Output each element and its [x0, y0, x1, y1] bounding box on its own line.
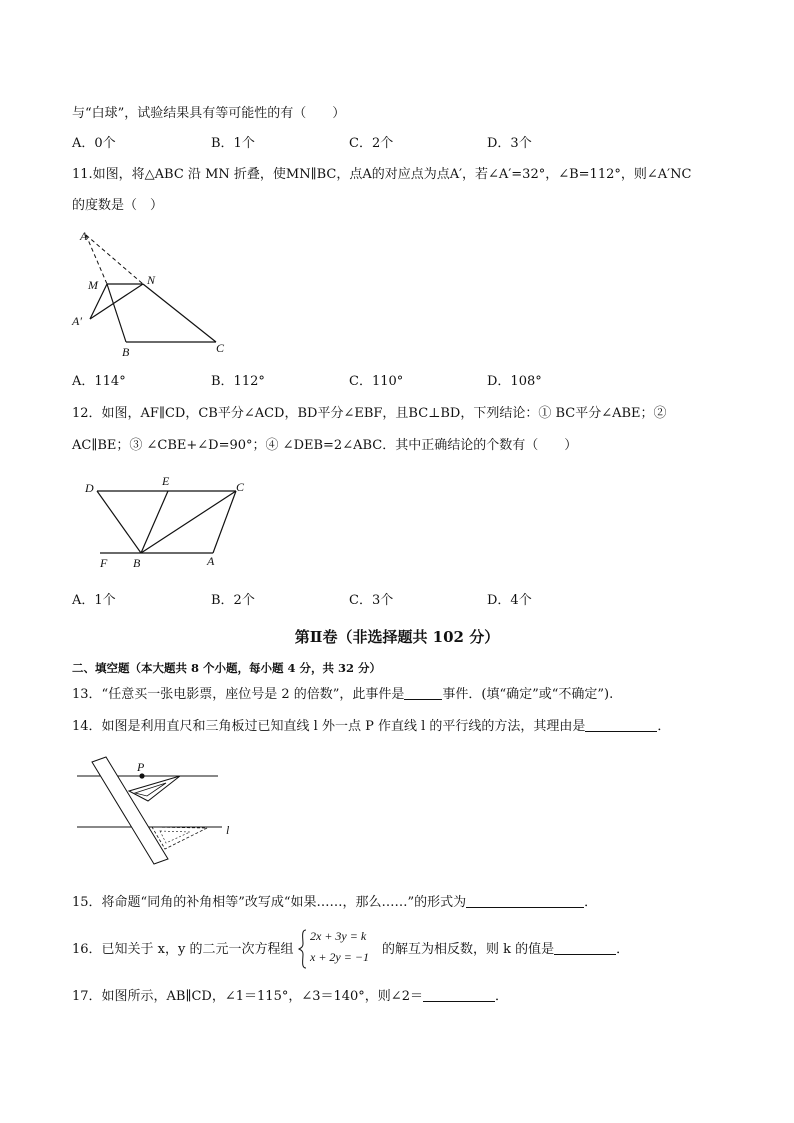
q10-option-b: B．1个: [211, 136, 255, 151]
q12-label-e: E: [162, 474, 170, 488]
q11-stem-line2: 的度数是（ ）: [72, 198, 164, 213]
q16-equation-1: 2x + 3y = k: [310, 929, 367, 943]
q11-option-b: B．112°: [211, 374, 265, 389]
q13-stem: [72, 686, 613, 704]
q12-parallel-figure: [80, 472, 270, 572]
q11-label-b: B: [122, 345, 130, 359]
q16-answer-blank[interactable]: [554, 941, 616, 955]
q12-label-d: D: [85, 481, 94, 495]
q14-ruler-triangle-figure: [72, 755, 252, 870]
q11-stem-line1: 11.如图，将△ABC 沿 MN 折叠，使MN∥BC，点A的对应点为点A′，若∠A′=32°，∠B=112°，则∠A′NC: [72, 167, 692, 182]
q11-label-c: C: [216, 341, 225, 355]
q12-option-d: D．4个: [487, 593, 532, 608]
q13-text-post: 事件．(填“确定”或“不确定”).: [442, 687, 614, 702]
q14-text-pre: 14．如图是利用直尺和三角板过已知直线 l 外一点 P 作直线 l 的平行线的方法，其理由是: [72, 719, 586, 734]
q12-stem-line2: AC∥BE；③ ∠CBE+∠D=90°；④ ∠DEB=2∠ABC．其中正确结论的个数有（ ）: [72, 438, 578, 453]
q11-option-a: A．114°: [72, 374, 126, 389]
q11-option-d: D．108°: [487, 374, 542, 389]
q14-stem: [72, 718, 670, 736]
q12-label-c: C: [236, 480, 245, 494]
q15-stem: [72, 894, 597, 912]
q11-fold-figure: [60, 222, 240, 362]
q16-text-post: 的解互为相反数，则 k 的值是: [382, 942, 555, 957]
q12-option-c: C．3个: [349, 593, 394, 608]
q12-label-b: B: [133, 556, 141, 570]
q12-label-f: F: [100, 556, 108, 570]
q17-text-post: ．: [494, 989, 508, 1004]
q11-label-m: M: [88, 278, 98, 292]
q12-stem-line1: 12．如图，AF∥CD，CB平分∠ACD，BD平分∠EBF，且BC⊥BD，下列结论：① BC平分∠ABE；②: [72, 406, 667, 421]
q16-stem-post: [382, 941, 629, 959]
q10-option-d: D．3个: [487, 136, 532, 151]
q14-answer-blank[interactable]: [585, 718, 657, 732]
q15-text-post: ．: [584, 895, 598, 910]
q12-option-a: A．1个: [72, 593, 116, 608]
q17-text-pre: 17．如图所示，AB∥CD，∠1＝115°，∠3＝140°，则∠2＝: [72, 989, 423, 1004]
q11-option-c: C．110°: [349, 374, 404, 389]
q16-equation-2: x + 2y = −1: [310, 950, 369, 964]
q14-text-post: ．: [657, 719, 671, 734]
q11-label-n: N: [147, 273, 156, 287]
q12-option-b: B．2个: [211, 593, 255, 608]
section-title: 第Ⅱ卷（非选择题共 102 分）: [294, 628, 500, 646]
section-subtitle: 二、填空题（本大题共 8 个小题，每小题 4 分，共 32 分）: [72, 661, 382, 675]
q16-stem-pre: 16．已知关于 x，y 的二元一次方程组: [72, 942, 294, 957]
q10-option-c: C．2个: [349, 136, 394, 151]
q16-brace: [298, 929, 308, 969]
q15-answer-blank[interactable]: [466, 894, 584, 908]
q13-answer-blank[interactable]: [404, 686, 442, 700]
q16-text-end: ．: [616, 942, 630, 957]
q13-text-pre: 13．“任意买一张电影票，座位号是 2 的倍数”，此事件是: [72, 687, 405, 702]
q14-label-l: l: [226, 823, 230, 837]
q10-continuation: 与“白球”，试验结果具有等可能性的有（ ）: [72, 106, 346, 121]
q10-option-a: A．0个: [72, 136, 116, 151]
q17-stem: [72, 988, 508, 1006]
q17-answer-blank[interactable]: [423, 988, 495, 1002]
q14-label-p: P: [137, 760, 145, 774]
q11-label-a-prime: A′: [72, 314, 82, 328]
q11-label-a: A: [80, 229, 88, 243]
q15-text-pre: 15．将命题“同角的补角相等”改写成“如果……，那么……”的形式为: [72, 895, 467, 910]
q12-label-a: A: [207, 554, 215, 568]
